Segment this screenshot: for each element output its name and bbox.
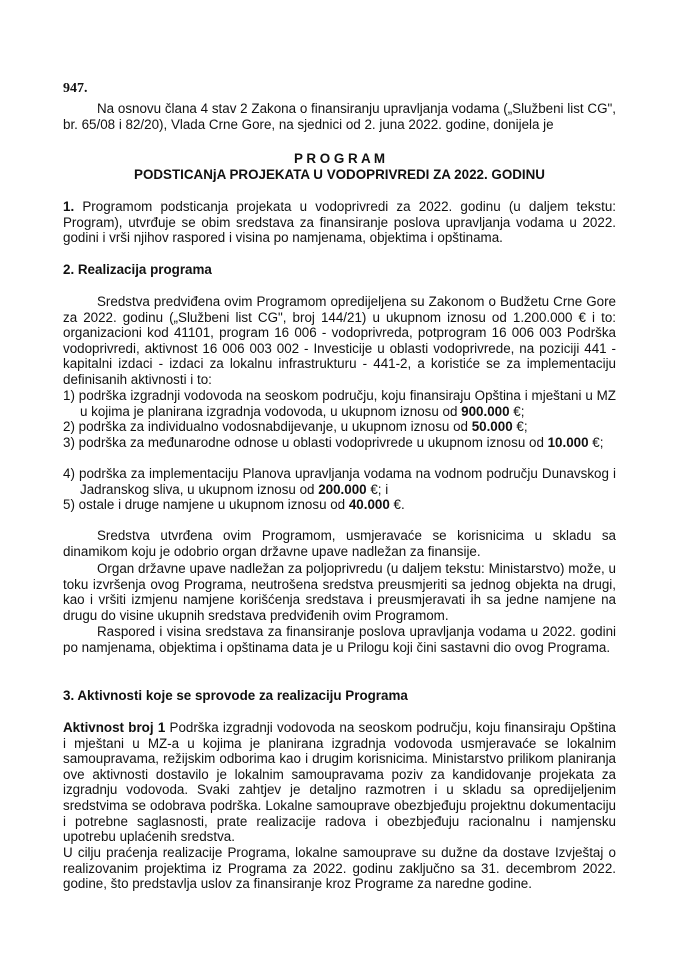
section-1-paragraph [63, 199, 616, 246]
preamble: Na osnovu člana 4 stav 2 Zakona o finansiranju upravljanja vodama („Službeni list CG", br. 65/08 i 82/20), Vlada Crne Gore, na sjednici od 2. juna 2022. godine, donijela je [63, 101, 616, 132]
list-item: 1) podrška izgradnji vodovoda na seoskom području, koju finansiraju Opština i mještani u MZ u kojima je planirana izgradnja vodovoda, u ukupnom iznosu od 900.000 €; [63, 388, 616, 419]
title-program: P R O G R A M [293, 151, 385, 166]
section-1-text: Programom podsticanja projekata u vodoprivredi za 2022. godinu (u daljem tekstu: Program), utvrđuje se obim sredstava za finansiranje poslova upravljanja vodama u 2022. godini i vrši njihov raspored i visina po namjenama, objektima i opštinama. [63, 199, 616, 246]
list-item: 3) podrška za međunarodne odnose u oblasti vodoprivrede u ukupnom iznosu od 10.000 €; [63, 435, 604, 450]
section-2-intro: Sredstva predviđena ovim Programom opredijeljena su Zakonom o Budžetu Crne Gore za 2022. godinu („Službeni list CG", broj 144/21) u ukupnom iznosu od 1.200.000 € i to: organizacioni kod 41101, program 16 006 - vodoprivreda, potprogram 16 006 003 Podrška vodoprivredi, aktivnost 16 006 003 002 - Investicije u oblasti vodoprivrede, na poziciji 441 - kapitalni izdaci - izdaci za lokalnu infrastrukturu - 441-2, a koristiće se za implementaciju definisanih aktivnosti i to: [63, 294, 616, 387]
amount: 200.000 [318, 481, 367, 497]
document-number: 947. [63, 81, 88, 96]
amount: 50.000 [471, 419, 513, 434]
amount: 900.000 [461, 403, 510, 419]
activity-1-paragraph [63, 720, 616, 845]
activity-1-label: Aktivnost broj 1 [63, 720, 166, 735]
section-1-number: 1. [63, 199, 75, 214]
amount: 10.000 [547, 435, 589, 450]
section-2-paragraph-3: Raspored i visina sredstava za finansiranje poslova upravljanja vodama u 2022. godini po namjenama, objektima i opštinama data je u Prilogu koji čini sastavni dio ovog Programa. [63, 624, 616, 655]
section-2-paragraph-1: Sredstva utvrđena ovim Programom, usmjeravaće se korisnicima u skladu sa dinamikom koju je odobrio organ državne upave nadležan za finansije. [63, 528, 616, 559]
title-subtitle: PODSTICANjA PROJEKATA U VODOPRIVREDI ZA 2022. GODINU [134, 167, 545, 182]
list-item: 2) podrška za individualno vodosnabdijevanje, u ukupnom iznosu od 50.000 €; [63, 419, 528, 434]
activity-1-text: Podrška izgradnji vodovoda na seoskom području, koju finansiraju Opština i mještani u MZ-a u kojima je planirana izgradnja vodovoda usmjeravaće se lokalnim samoupravama, režijskim odborima kao i drugim korisnicima. Ministarstvo prilikom planiranja ove aktivnosti dostavilo je lokalnim samoupravama poziv za kandidovanje projekata za izgradnju vodovoda. Svaki zahtjev je detaljno razmotren i u skladu sa opredijeljenim sredstvima se odobrava podrška. Lokalne samouprave obezbjeđuju projektnu dokumentaciju i potrebne saglasnosti, prate realizacije radova i obezbjeđuju racionalnu i namjensku upotrebu uplaćenih sredstva. [63, 720, 616, 845]
amount: 40.000 [348, 497, 390, 512]
list-item: 4) podrška za implementaciju Planova upravljanja vodama na vodnom području Dunavskog i Jadranskog sliva, u ukupnom iznosu od 200.000 €; i [63, 466, 616, 497]
list-item: 5) ostale i druge namjene u ukupnom iznosu od 40.000 €. [63, 497, 405, 512]
section-2-heading: 2. Realizacija programa [63, 262, 212, 277]
activity-1-reporting: U cilju praćenja realizacije Programa, lokalne samouprave su dužne da dostave Izvještaj o realizovanim projektima iz Programa za 2022. godinu zaključno sa 31. decembrom 2022. godine, što predstavlja uslov za finansiranje kroz Programe za naredne godine. [63, 845, 616, 892]
section-3-heading: 3. Aktivnosti koje se sprovode za realizaciju Programa [63, 688, 408, 703]
section-2-paragraph-2: Organ državne upave nadležan za poljoprivredu (u daljem tekstu: Ministarstvo) može, u toku izvršenja ovog Programa, neutrošena sredstva preusmjeriti sa jednog objekta na drugi, kao i vršiti izmjenu namjene korišćenja sredstava i preusmjeravati ih sa jedne namjene na drugu do visine ukupnih sredstava predviđenih ovim Programom. [63, 561, 616, 623]
